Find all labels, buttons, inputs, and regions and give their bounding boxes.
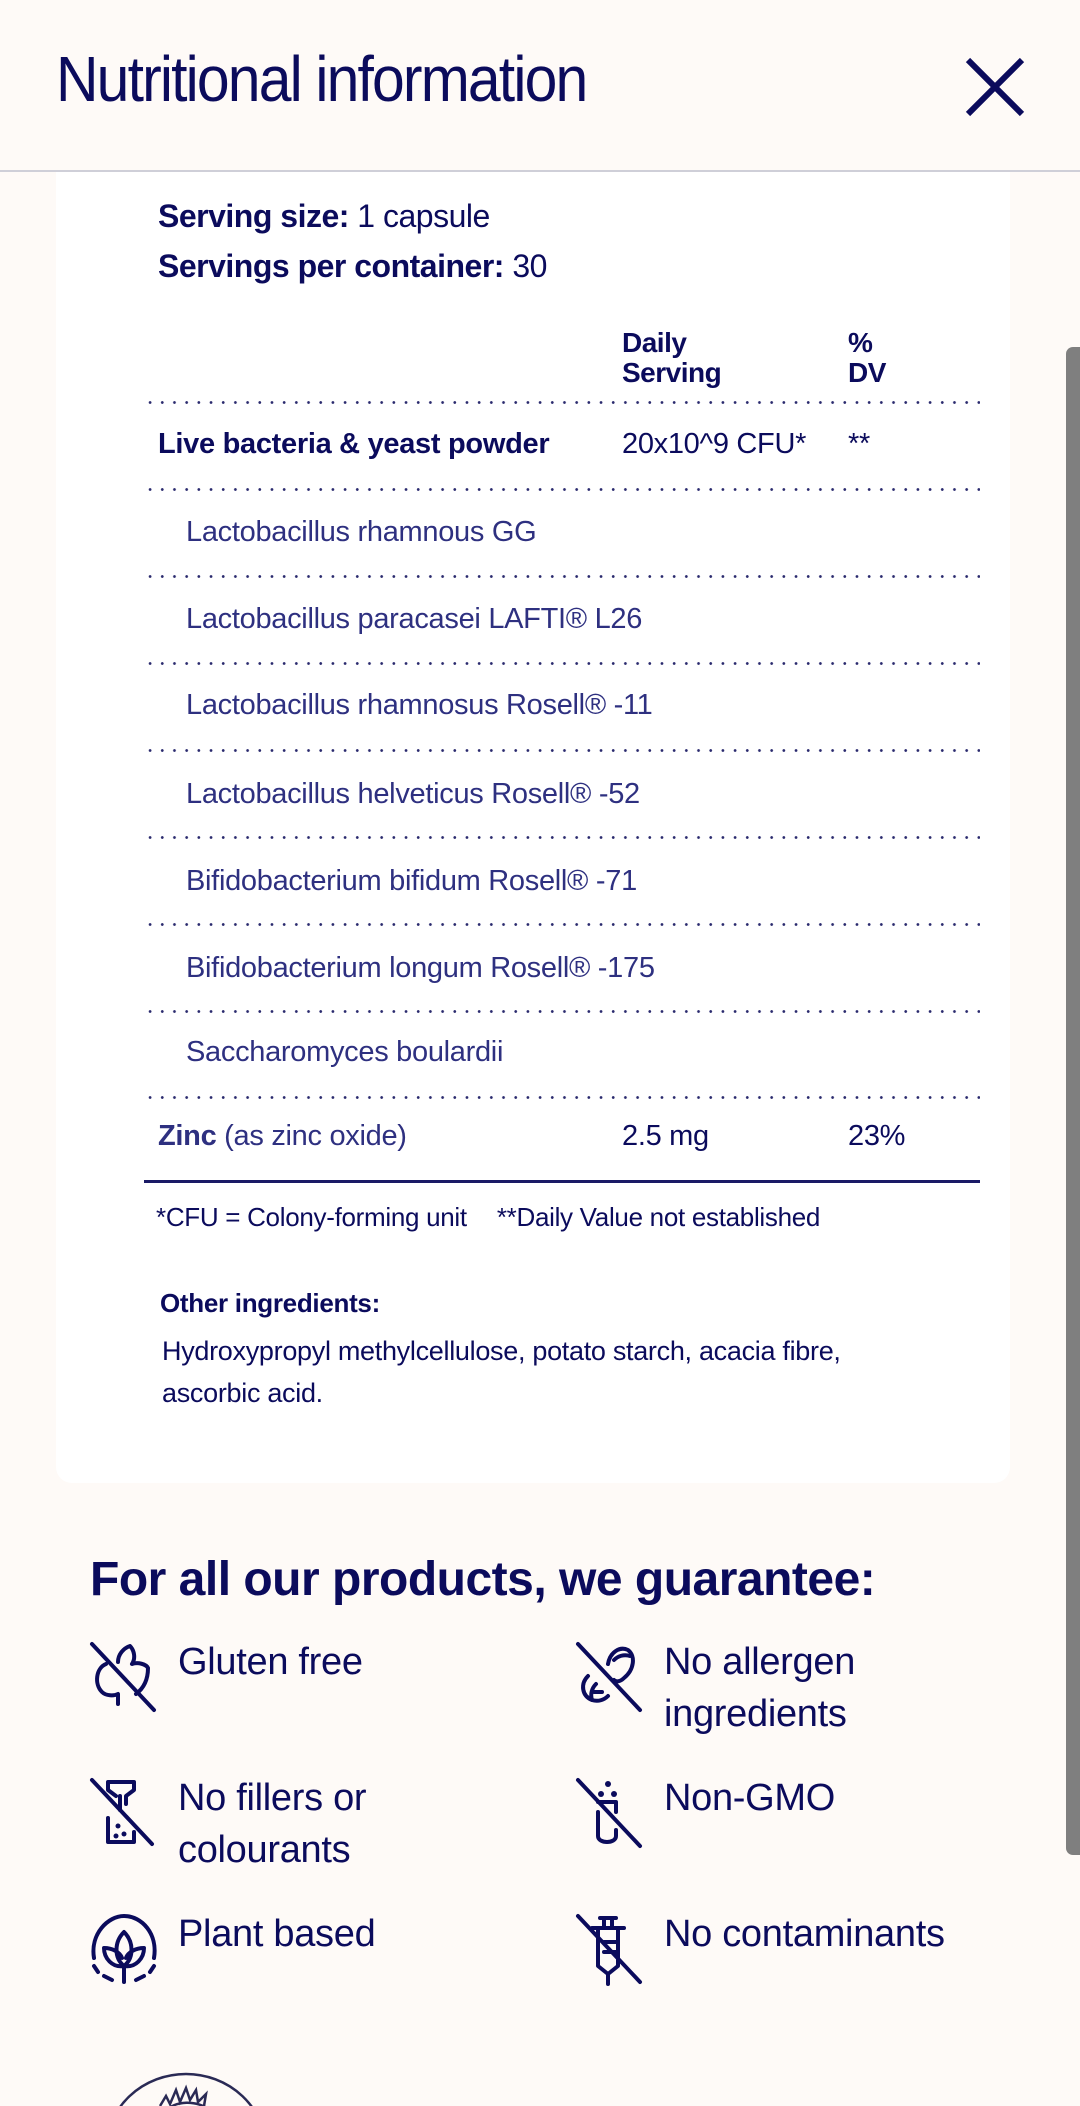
table-row: [56, 778, 1010, 818]
no-allergen-icon: [574, 1640, 646, 1716]
table-row: [56, 428, 1010, 468]
strain-name: Bifidobacterium bifidum Rosell® -71: [186, 865, 637, 897]
serving-size-label: Serving size:: [158, 198, 349, 234]
footnotes: [156, 1202, 820, 1233]
close-icon: [964, 56, 1026, 118]
no-contaminants-icon: [574, 1912, 646, 1988]
no-gluten-icon: [88, 1640, 160, 1716]
table-row: [56, 865, 1010, 905]
table-row: [56, 952, 1010, 992]
certification-badge-icon: [100, 2060, 280, 2106]
column-header-daily-line2: Serving: [622, 357, 722, 388]
serving-size-value: 1 capsule: [348, 198, 490, 234]
no-fillers-icon: [88, 1776, 160, 1852]
nutrient-amount: 2.5 mg: [622, 1120, 709, 1152]
close-button[interactable]: [964, 56, 1026, 118]
row-divider: [144, 1010, 980, 1013]
guarantee-item-no-contaminants: [574, 1912, 1014, 2022]
guarantee-label: No allergen ingredients: [664, 1641, 856, 1735]
column-header-dv-line1: %: [848, 327, 873, 358]
scrollbar-thumb[interactable]: [1066, 347, 1080, 1855]
table-row: [56, 516, 1010, 556]
row-divider: [144, 401, 980, 404]
strain-name: Lactobacillus rhamnosus Rosell® -11: [186, 689, 653, 721]
strain-name: Lactobacillus rhamnous GG: [186, 516, 537, 548]
servings-per-container-label: Servings per container:: [158, 248, 504, 284]
row-divider: [144, 749, 980, 752]
row-divider: [144, 488, 980, 491]
nutrition-card: [56, 172, 1010, 1483]
other-ingredients-body: Hydroxypropyl methylcellulose, potato starch, acacia fibre, ascorbic acid.: [162, 1336, 841, 1408]
plant-based-icon: [88, 1912, 160, 1988]
guarantee-label: No fillers or colourants: [178, 1777, 367, 1871]
modal-title: Nutritional information: [56, 43, 587, 115]
modal-header: [0, 0, 1080, 172]
guarantee-item-no-allergen: [574, 1640, 1014, 1750]
nutrient-name: Live bacteria & yeast powder: [158, 428, 550, 460]
row-divider: [144, 836, 980, 839]
guarantee-title: For all our products, we guarantee:: [90, 1553, 876, 1606]
strain-name: Lactobacillus helveticus Rosell® -52: [186, 778, 640, 810]
nutrient-name: [158, 1120, 407, 1153]
column-header-dv: [848, 328, 886, 388]
row-divider: [144, 923, 980, 926]
footnote-cfu: *CFU = Colony-forming unit: [156, 1202, 467, 1232]
nutrient-dv: 23%: [848, 1120, 906, 1152]
servings-per-container-value: 30: [503, 248, 547, 284]
strain-name: Saccharomyces boulardii: [186, 1036, 504, 1068]
table-row: [56, 1036, 1010, 1076]
table-bottom-rule: [144, 1180, 980, 1183]
serving-size: [158, 198, 490, 235]
column-header-dv-line2: DV: [848, 357, 886, 388]
row-divider: [144, 662, 980, 665]
strain-name: Bifidobacterium longum Rosell® -175: [186, 952, 655, 984]
guarantee-item-no-fillers: [88, 1776, 528, 1886]
guarantee-label: No contaminants: [664, 1913, 945, 1955]
row-divider: [144, 1096, 980, 1099]
guarantee-label: Gluten free: [178, 1641, 363, 1683]
non-gmo-icon: [574, 1776, 646, 1852]
guarantee-item-non-gmo: [574, 1776, 1014, 1886]
nutrient-name-detail: (as zinc oxide): [216, 1120, 407, 1152]
guarantee-item-gluten-free: [88, 1640, 528, 1750]
nutrient-name-bold: Zinc: [158, 1120, 217, 1152]
other-ingredients-title: Other ingredients:: [160, 1288, 380, 1318]
column-header-daily-serving: [622, 328, 721, 388]
column-header-daily-line1: Daily: [622, 327, 687, 358]
strain-name: Lactobacillus paracasei LAFTI® L26: [186, 603, 643, 635]
table-row: [56, 689, 1010, 729]
footnote-dv: **Daily Value not established: [496, 1202, 821, 1232]
servings-per-container: [158, 248, 547, 285]
guarantee-item-plant-based: [88, 1912, 528, 2022]
guarantee-label: Non-GMO: [664, 1777, 836, 1819]
guarantee-label: Plant based: [178, 1913, 376, 1955]
nutrient-dv: **: [848, 428, 870, 460]
table-row: [56, 1120, 1010, 1160]
table-row: [56, 603, 1010, 643]
nutrient-amount: 20x10^9 CFU*: [622, 428, 807, 460]
row-divider: [144, 575, 980, 578]
